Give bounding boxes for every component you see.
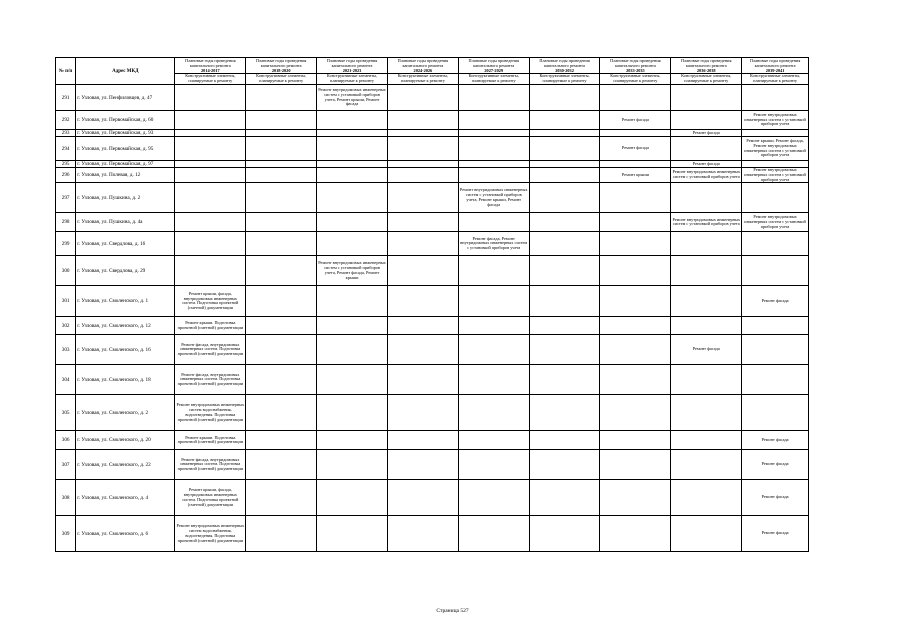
table-row <box>56 168 809 183</box>
work-cell: Ремонт фасада <box>742 480 809 516</box>
work-cell <box>246 161 317 168</box>
work-cell <box>600 256 671 286</box>
work-cell <box>175 130 246 137</box>
row-number: 309 <box>56 516 76 552</box>
work-cell <box>246 431 317 450</box>
row-number: 296 <box>56 168 76 183</box>
row-address: г. Узловая, ул. Смоленского, д. 16 <box>76 335 175 365</box>
work-cell <box>317 213 388 232</box>
table-row <box>56 365 809 395</box>
table-row <box>56 256 809 286</box>
work-cell <box>387 130 458 137</box>
work-cell: Ремонт фасада <box>742 286 809 317</box>
table-row <box>56 85 809 111</box>
work-cell <box>246 85 317 111</box>
row-address: г. Узловая, ул. Смоленского, д. 1 <box>76 286 175 317</box>
table-row <box>56 213 809 232</box>
work-cell <box>742 85 809 111</box>
work-cell <box>742 256 809 286</box>
work-cell <box>387 232 458 256</box>
row-address: г. Узловая, ул. Смоленского, д. 18 <box>76 365 175 395</box>
row-number: 304 <box>56 365 76 395</box>
work-cell <box>600 431 671 450</box>
row-address: г. Узловая, ул. Пушкина, д. 4а <box>76 213 175 232</box>
work-cell <box>671 516 742 552</box>
period-years: 2030-2032 <box>555 68 574 73</box>
work-cell <box>458 111 529 130</box>
work-cell <box>175 85 246 111</box>
work-cell: Ремонт крыши. Подготовка проектной (сметной) документации <box>175 317 246 335</box>
work-cell <box>529 516 600 552</box>
work-cell: Ремонт внутридомовых инженерных систем с установкой приборов учета <box>742 213 809 232</box>
period-label: Плановые годы проведения капитального ремонта <box>749 58 801 68</box>
work-cell <box>458 256 529 286</box>
work-cell: Ремонт внутридомовых инженерных систем водоснабжения, водоотведения. Подготовка проектной (сметной) документации <box>175 395 246 431</box>
table-row <box>56 137 809 161</box>
work-cell <box>458 450 529 480</box>
work-cell <box>600 395 671 431</box>
row-address: г. Узловая, ул. Смоленского, д. 22 <box>76 450 175 480</box>
work-cell <box>600 161 671 168</box>
period-years: 2024-2026 <box>413 68 433 73</box>
work-cell: Ремонт внутридомовых инженерных систем с установкой приборов учета <box>742 111 809 130</box>
work-cell <box>317 111 388 130</box>
work-cell: Ремонт внутридомовых инженерных систем водоснабжения, водоотведения. Подготовка проектной (сметной) документации <box>175 516 246 552</box>
work-cell <box>458 137 529 161</box>
work-cell <box>742 317 809 335</box>
work-cell <box>742 161 809 168</box>
work-cell <box>529 365 600 395</box>
period-years: 2018-2020 <box>271 68 291 73</box>
work-cell <box>671 232 742 256</box>
work-cell <box>175 213 246 232</box>
period-header <box>458 58 529 74</box>
work-cell <box>246 395 317 431</box>
work-cell: Ремонт фасада, внутридомовых инженерных систем. Подготовка проектной (сметной) документации <box>175 450 246 480</box>
row-number: 292 <box>56 111 76 130</box>
work-cell: Ремонт фасада <box>600 111 671 130</box>
table-row <box>56 317 809 335</box>
work-cell <box>458 286 529 317</box>
work-cell <box>529 232 600 256</box>
work-cell <box>387 335 458 365</box>
row-address: г. Узловая, ул. Смоленского, д. 4 <box>76 480 175 516</box>
work-cell <box>600 232 671 256</box>
work-cell <box>246 286 317 317</box>
row-address: г. Узловая, ул. Свердлова, д. 16 <box>76 232 175 256</box>
row-number: 291 <box>56 85 76 111</box>
row-number: 303 <box>56 335 76 365</box>
work-cell <box>246 317 317 335</box>
work-cell <box>246 480 317 516</box>
work-cell <box>317 130 388 137</box>
row-number: 305 <box>56 395 76 431</box>
work-cell <box>458 365 529 395</box>
work-cell <box>671 85 742 111</box>
work-cell: Ремонт фасада, внутридомовых инженерных систем. Подготовка проектной (сметной) документации <box>175 365 246 395</box>
work-cell <box>458 480 529 516</box>
work-cell <box>671 450 742 480</box>
period-years: 2033-2035 <box>626 68 645 73</box>
work-cell <box>742 395 809 431</box>
row-address: г. Узловая, ул. Смоленского, д. 20 <box>76 431 175 450</box>
work-cell <box>387 286 458 317</box>
work-cell <box>600 317 671 335</box>
period-header <box>600 58 671 74</box>
work-cell: Ремонт фасада <box>742 516 809 552</box>
period-subheader: Конструктивные элементы, планируемые к ремонту <box>742 74 809 85</box>
row-address: г. Узловая, ул. Пенфиловцев, д. 47 <box>76 85 175 111</box>
period-subheader: Конструктивные элементы, планируемые к ремонту <box>671 74 742 85</box>
work-cell: Ремонт крыши, фасада, внутридомовых инженерных систем. Подготовка проектной (сметной) документации <box>175 286 246 317</box>
header-row <box>56 58 809 74</box>
work-cell: Ремонт фасада <box>600 137 671 161</box>
period-subheader: Конструктивные элементы, планируемые к ремонту <box>458 74 529 85</box>
work-cell <box>529 317 600 335</box>
work-cell <box>387 256 458 286</box>
row-address: г. Узловая, ул. Свердлова, д. 29 <box>76 256 175 286</box>
work-cell <box>458 516 529 552</box>
work-cell <box>387 480 458 516</box>
work-cell <box>246 256 317 286</box>
work-cell: Ремонт внутридомовых инженерных систем с установкой приборов учета, Ремонт крыши, Ремонт фасада <box>458 183 529 213</box>
work-cell <box>529 286 600 317</box>
period-years: 2036-2038 <box>696 68 716 73</box>
row-address: г. Узловая, ул. Смоленского, д. 12 <box>76 317 175 335</box>
work-cell <box>317 286 388 317</box>
work-cell <box>317 183 388 213</box>
work-cell <box>317 168 388 183</box>
work-cell: Ремонт внутридомовых инженерных систем с установкой приборов учета <box>671 168 742 183</box>
work-cell <box>529 213 600 232</box>
number-header: № п/п <box>56 58 76 85</box>
work-cell <box>671 111 742 130</box>
row-number: 298 <box>56 213 76 232</box>
work-cell: Ремонт фасада, внутридомовых инженерных систем. Подготовка проектной (сметной) документации <box>175 335 246 365</box>
work-cell <box>742 365 809 395</box>
row-number: 301 <box>56 286 76 317</box>
period-label: Плановые годы проведения капитального ремонта <box>185 58 236 68</box>
work-cell <box>175 111 246 130</box>
row-number: 293 <box>56 130 76 137</box>
work-cell <box>317 431 388 450</box>
period-label: Плановые годы проведения капитального ремонта <box>610 58 661 68</box>
work-cell <box>600 286 671 317</box>
work-cell <box>600 365 671 395</box>
work-cell <box>529 130 600 137</box>
work-cell <box>529 161 600 168</box>
table-row <box>56 161 809 168</box>
work-cell: Ремонт фасада <box>742 431 809 450</box>
work-cell <box>529 256 600 286</box>
work-cell <box>246 111 317 130</box>
work-cell <box>529 111 600 130</box>
row-address: г. Узловая, ул. Первомайская, д. 60 <box>76 111 175 130</box>
work-cell <box>175 161 246 168</box>
period-header <box>246 58 317 74</box>
work-cell: Ремонт фасада, Ремонт внутридомовых инженерных систем с установкой приборов учета <box>458 232 529 256</box>
work-cell <box>600 213 671 232</box>
period-header <box>671 58 742 74</box>
table-body <box>56 85 809 552</box>
work-cell <box>387 395 458 431</box>
work-cell <box>600 335 671 365</box>
work-cell <box>317 450 388 480</box>
work-cell <box>246 183 317 213</box>
work-cell <box>529 335 600 365</box>
work-cell <box>246 450 317 480</box>
table-row <box>56 286 809 317</box>
period-subheader: Конструктивные элементы, планируемые к ремонту <box>387 74 458 85</box>
capital-repair-table <box>55 57 809 552</box>
work-cell <box>317 335 388 365</box>
period-years: 2039-2041 <box>765 68 785 73</box>
work-cell <box>317 395 388 431</box>
row-number: 302 <box>56 317 76 335</box>
address-header: Адрес МКД <box>76 58 175 85</box>
period-subheader: Конструктивные элементы, планируемые к ремонту <box>600 74 671 85</box>
work-cell <box>671 317 742 335</box>
work-cell <box>387 431 458 450</box>
work-cell <box>742 183 809 213</box>
work-cell <box>317 516 388 552</box>
work-cell <box>246 335 317 365</box>
work-cell <box>387 317 458 335</box>
work-cell <box>175 137 246 161</box>
work-cell <box>458 431 529 450</box>
work-cell <box>317 480 388 516</box>
work-cell <box>529 85 600 111</box>
period-label: Плановые годы проведения капитального ремонта <box>468 58 519 68</box>
work-cell <box>175 232 246 256</box>
work-cell <box>246 232 317 256</box>
work-cell <box>458 335 529 365</box>
work-cell <box>246 365 317 395</box>
work-cell <box>387 450 458 480</box>
period-subheader: Конструктивные элементы, планируемые к ремонту <box>317 74 388 85</box>
work-cell <box>529 450 600 480</box>
work-cell <box>317 365 388 395</box>
work-cell <box>671 395 742 431</box>
work-cell <box>387 183 458 213</box>
work-cell: Ремонт фасада <box>671 335 742 365</box>
page-number: Страница 527 <box>436 608 469 614</box>
work-cell <box>671 137 742 161</box>
row-address: г. Узловая, ул. Полевая, д. 12 <box>76 168 175 183</box>
work-cell <box>600 480 671 516</box>
row-number: 295 <box>56 161 76 168</box>
work-cell: Ремонт крыши, Ремонт фасада, Ремонт внутридомовых инженерных систем с установкой приборов учета <box>742 137 809 161</box>
period-years: 2014-2017 <box>201 68 220 73</box>
work-cell <box>317 232 388 256</box>
table-row <box>56 232 809 256</box>
work-cell <box>246 168 317 183</box>
row-address: г. Узловая, ул. Смоленского, д. 6 <box>76 516 175 552</box>
row-address: г. Узловая, ул. Первомайская, д. 97 <box>76 161 175 168</box>
work-cell <box>246 213 317 232</box>
period-header <box>387 58 458 74</box>
work-cell: Ремонт внутридомовых инженерных систем с установкой приборов учета, Ремонт крыши, Ремонт фасада <box>317 85 388 111</box>
work-cell <box>387 213 458 232</box>
table-row <box>56 450 809 480</box>
work-cell: Ремонт фасада <box>742 450 809 480</box>
row-number: 299 <box>56 232 76 256</box>
work-cell <box>529 395 600 431</box>
row-number: 308 <box>56 480 76 516</box>
period-label: Плановые годы проведения капитального ремонта <box>326 58 378 68</box>
work-cell <box>387 85 458 111</box>
work-cell <box>671 183 742 213</box>
row-number: 306 <box>56 431 76 450</box>
work-cell <box>671 431 742 450</box>
period-header <box>742 58 809 74</box>
table-row <box>56 395 809 431</box>
work-cell <box>317 137 388 161</box>
period-label: Плановые годы проведения капитального ремонта <box>681 58 732 68</box>
work-cell: Ремонт крыши. Подготовка проектной (сметной) документации <box>175 431 246 450</box>
row-address: г. Узловая, ул. Первомайская, д. 93 <box>76 130 175 137</box>
work-cell <box>387 137 458 161</box>
work-cell <box>458 317 529 335</box>
work-cell: Ремонт фасада <box>671 130 742 137</box>
work-cell <box>600 450 671 480</box>
period-subheader: Конструктивные элементы, планируемые к ремонту <box>529 74 600 85</box>
work-cell: Ремонт внутридомовых инженерных систем с установкой приборов учета <box>742 168 809 183</box>
period-header <box>317 58 388 74</box>
work-cell <box>671 256 742 286</box>
work-cell <box>600 183 671 213</box>
row-address: г. Узловая, ул. Смоленского, д. 2 <box>76 395 175 431</box>
work-cell <box>387 516 458 552</box>
work-cell <box>600 130 671 137</box>
work-cell: Ремонт внутридомовых инженерных систем с установкой приборов учета, Ремонт фасада, Ремонт крыши <box>317 256 388 286</box>
work-cell <box>600 516 671 552</box>
period-header <box>175 58 246 74</box>
work-cell <box>458 395 529 431</box>
row-number: 297 <box>56 183 76 213</box>
row-number: 300 <box>56 256 76 286</box>
work-cell <box>387 161 458 168</box>
work-cell <box>600 85 671 111</box>
work-cell <box>529 183 600 213</box>
row-number: 307 <box>56 450 76 480</box>
work-cell <box>529 168 600 183</box>
table-row <box>56 111 809 130</box>
work-cell <box>458 85 529 111</box>
work-cell <box>742 130 809 137</box>
period-subheader: Конструктивные элементы, планируемые к ремонту <box>246 74 317 85</box>
work-cell <box>742 232 809 256</box>
work-cell <box>529 480 600 516</box>
row-address: г. Узловая, ул. Первомайская, д. 95 <box>76 137 175 161</box>
work-cell: Ремонт фасада <box>671 161 742 168</box>
work-cell <box>246 516 317 552</box>
table-row <box>56 480 809 516</box>
row-address: г. Узловая, ул. Пушкина, д. 2 <box>76 183 175 213</box>
work-cell <box>529 137 600 161</box>
work-cell <box>458 161 529 168</box>
work-cell <box>671 365 742 395</box>
work-cell: Ремонт крыши, фасада, внутридомовых инженерных систем. Подготовка проектной (сметной) документации <box>175 480 246 516</box>
work-cell <box>387 111 458 130</box>
work-cell <box>529 431 600 450</box>
work-cell <box>458 213 529 232</box>
work-cell <box>671 286 742 317</box>
work-cell <box>175 168 246 183</box>
work-cell <box>387 168 458 183</box>
table-row <box>56 335 809 365</box>
row-number: 294 <box>56 137 76 161</box>
table-row <box>56 516 809 552</box>
table-row <box>56 183 809 213</box>
work-cell <box>742 335 809 365</box>
work-cell <box>458 168 529 183</box>
table-row <box>56 130 809 137</box>
work-cell <box>387 365 458 395</box>
period-header <box>529 58 600 74</box>
work-cell: Ремонт крыши <box>600 168 671 183</box>
work-cell <box>317 161 388 168</box>
work-cell <box>317 317 388 335</box>
period-label: Плановые годы проведения капитального ремонта <box>255 58 307 68</box>
period-years: 2021-2023 <box>342 68 362 73</box>
work-cell <box>458 130 529 137</box>
period-years: 2027-2029 <box>484 68 504 73</box>
work-cell <box>246 130 317 137</box>
period-subheader: Конструктивные элементы, планируемые к ремонту <box>175 74 246 85</box>
work-cell <box>671 480 742 516</box>
work-cell: Ремонт внутридомовых инженерных систем с установкой приборов учета <box>671 213 742 232</box>
period-label: Плановые годы проведения капитального ремонта <box>539 58 590 68</box>
work-cell <box>246 137 317 161</box>
table-row <box>56 431 809 450</box>
work-cell <box>175 256 246 286</box>
work-cell <box>175 183 246 213</box>
period-label: Плановые годы проведения капитального ремонта <box>397 58 449 68</box>
